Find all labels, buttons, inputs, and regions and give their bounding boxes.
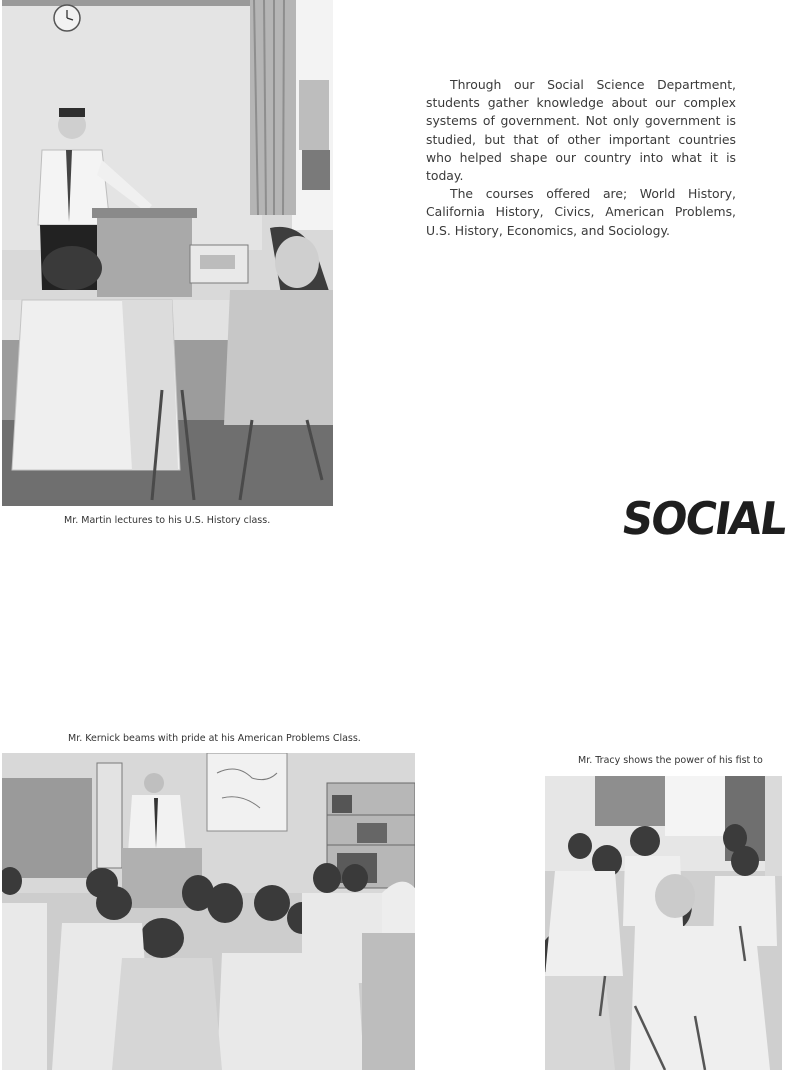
caption-martin: Mr. Martin lectures to his U.S. History class. — [64, 515, 271, 526]
intro-paragraph-1: Through our Social Science Department, students gather knowledge about our complex systems of government. Not only government is studied, but that of other important countries who helped shape our country into what it is today. — [426, 77, 736, 184]
caption-kernick: Mr. Kernick beams with pride at his American Problems Class. — [68, 733, 361, 744]
intro-text — [426, 76, 736, 240]
intro-paragraph-2: The courses offered are; World History, California History, Civics, American Problems, U.S. History, Economics, and Sociology. — [426, 186, 736, 238]
photo-tracy-class — [545, 776, 782, 1070]
photo-kernick-class — [2, 753, 415, 1070]
section-heading: SOCIAL — [618, 492, 790, 545]
caption-tracy: Mr. Tracy shows the power of his fist to — [578, 755, 763, 766]
photo-martin-history-class — [2, 0, 333, 506]
